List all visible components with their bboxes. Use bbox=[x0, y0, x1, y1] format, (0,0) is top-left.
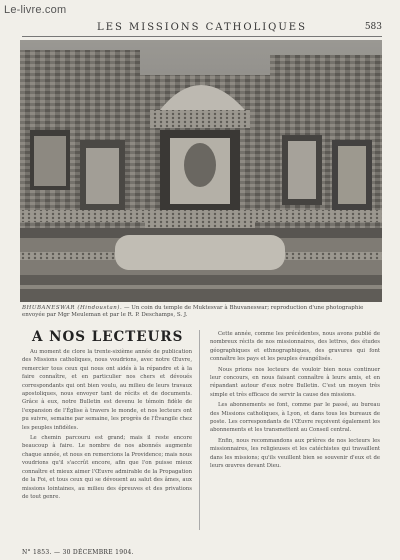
article-title: A NOS LECTEURS bbox=[32, 329, 184, 345]
temple-photograph-drawing bbox=[20, 40, 382, 302]
paragraph: Nous prions nos lecteurs de vouloir bien nous continuer leur concours, en nous faisant connaître à leurs amis, et en répandant autour d'eux notre Bulletin. C'est un moyen très simple et très efficace de servir la cause des missions. bbox=[210, 366, 380, 398]
issue-footer: N° 1853. — 30 DÉCEMBRE 1904. bbox=[22, 549, 134, 556]
column-divider bbox=[199, 330, 200, 530]
watermark: Le-livre.com bbox=[4, 4, 67, 16]
page-header bbox=[22, 22, 382, 36]
paragraph: Enfin, nous recommandons aux prières de nos lecteurs les missionnaires, les religieuses et les catéchistes qui travaillent dans les missions; qu'ils veuillent bien se souvenir d'eux et de leurs œuvres devant Dieu. bbox=[210, 437, 380, 470]
article-left-column bbox=[22, 348, 192, 503]
article-right-column bbox=[210, 330, 380, 473]
paragraph: Le chemin parcouru est grand; mais il reste encore beaucoup à faire. Le nombre de nos abonnés augmente chaque année, et nous en remercions la Providence; mais nous voudrions qu'il s'accrût encore, afin que l'on puisse mieux connaître et mieux aimer l'Œuvre admirable de la Propagation de la Foi, et tous ceux qui se dévouent au salut des âmes, aux missions lointaines, au milieu des épreuves et des privations de tout genre. bbox=[22, 435, 192, 500]
paragraph: Au moment de clore la trente-sixième année de publication des Missions catholiques, nous voudrions, avec notre Œuvre, remercier tous ceux qui nous ont aidés à la répandre et à la faire connaître, et en particulier nos chers et dévoués correspondants qui ont bien voulu, au milieu de leurs travaux apostoliques, nous envoyer tant de récits et de documents. Grâce à eux, notre Bulletin est devenu le témoin fidèle de l'expansion de l'Église à travers le monde, et nos lecteurs ont pu suivre, semaine par semaine, les progrès de l'Évangile chez les peuples infidèles. bbox=[22, 349, 192, 431]
temple-photograph bbox=[20, 40, 382, 302]
page-number: 583 bbox=[364, 22, 382, 32]
photo-caption bbox=[22, 305, 380, 319]
paragraph: Les abonnements se font, comme par le passé, au bureau des Missions catholiques, à Lyon, et dans tous les bureaux de poste. Les correspondants de l'Œuvre reçoivent également les abonnements et les transmettent au Conseil central. bbox=[210, 402, 380, 434]
caption-text: — Un coin du temple de Muktesvar à Bhuvaneswar; reproduction d'une photographie envoyée par Mgr Meuleman et par le R. P. Deschamps, S. J. bbox=[22, 305, 364, 318]
header-rule bbox=[22, 36, 382, 37]
caption-place: BHUBANESWAR (Hindoustan). bbox=[22, 305, 123, 311]
paragraph: Cette année, comme les précédentes, nous avons publié de nombreux récits de nos missionnaires, des lettres, des études géographiques et ethnographiques, des gravures qui font connaître les pays et les peuples évangélisés. bbox=[210, 331, 380, 363]
page-header-title: LES MISSIONS CATHOLIQUES bbox=[97, 22, 307, 33]
